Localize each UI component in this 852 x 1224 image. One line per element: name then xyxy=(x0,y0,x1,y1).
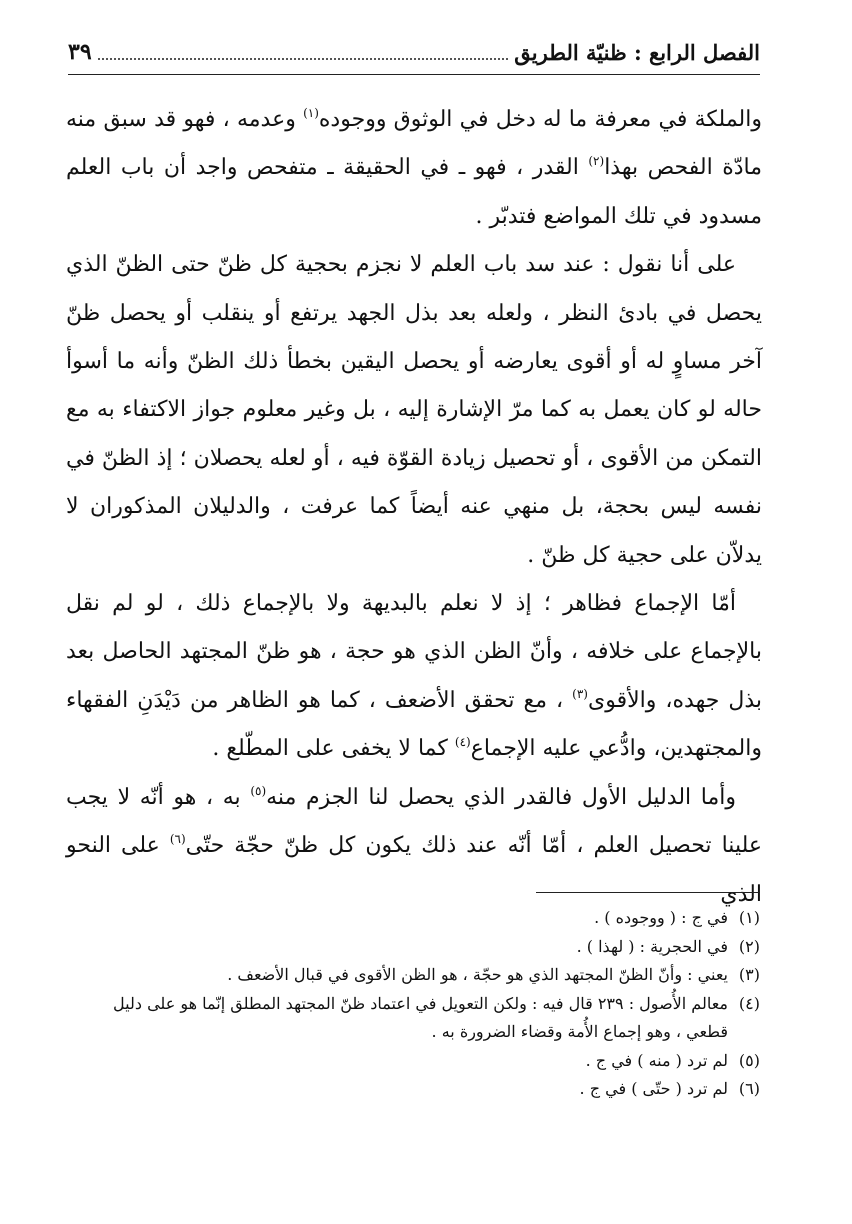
footnote-number: (٢) xyxy=(738,936,760,956)
footnote xyxy=(68,961,760,990)
footnote-text: معالم الأُصول : ٢٣٩ قال فيه : ولكن التعويل في اعتماد ظنّ المجتهد المطلق إنّما هو على دليل قطعي ، وهو إجماع الأُمة وقضاء الضرورة به . xyxy=(113,993,728,1041)
text-segment: على النحو الذي xyxy=(66,833,762,907)
paragraph xyxy=(66,96,762,241)
footnote-text: في الحجرية : ( لهذا ) . xyxy=(576,936,728,956)
text-segment: به ، هو أنّه لا يجب علينا تحصيل العلم ، أمّا أنّه عند ذلك يكون كل ظنّ حجّة حتّى xyxy=(66,784,762,859)
main-text xyxy=(66,96,762,919)
footnote xyxy=(68,990,760,1047)
footnote xyxy=(68,1075,760,1104)
footnote-ref: (٦) xyxy=(169,832,186,847)
footnote xyxy=(68,1047,760,1076)
text-segment: كما لا يخفى على المطّلع . xyxy=(212,736,455,762)
text-segment: القدر ، فهو ـ في الحقيقة ـ متفحص واجد أن باب العلم مسدود في تلك المواضع فتدبّر . xyxy=(66,155,762,229)
chapter-title: الفصل الرابع : ظنيّة الطريق xyxy=(514,39,760,65)
footnote-ref: (١) xyxy=(303,106,319,120)
paragraph xyxy=(66,774,762,919)
footnote-text: لم ترد ( منه ) في ج . xyxy=(585,1050,728,1070)
footnotes xyxy=(68,904,760,1104)
footnote-number: (٤) xyxy=(738,993,760,1013)
text-segment: وعدمه ، فهو قد سبق منه مادّة الفحص بهذا xyxy=(66,107,763,181)
footnote-number: (١) xyxy=(738,908,760,927)
running-header xyxy=(68,30,760,75)
text-segment: أمّا الإجماع فظاهر ؛ إذ لا نعلم بالبديهة ولا بالإجماع ذلك ، لو لم نقل بالإجماع على خلافه ، وأنّ الظن الذي هو حجة ، هو ظنّ المجتهد الحاصل بعد بذل جهده، والأقوى xyxy=(66,591,763,713)
text-segment: على أنا نقول : عند سد باب العلم لا نجزم بحجية كل ظنّ حتى الظنّ الذي يحصل في بادئ النظر ، ولعله بعد بذل الجهد يرتفع أو ينقلب أو يحصل ظنّ آخر مساوٍ له أو أقوى يعارضه أو يحصل اليقين بخطأ ذلك الظنّ وأنه ما أسوأ حاله لو كان يعمل به كما مرّ الإشارة إليه ، بل وغير معلوم جواز الاكتفاء به مع التمكن من الأقوى ، أو تحصيل زيادة القوّة فيه ، أو لعله يحصلان ؛ إذ الظنّ في نفسه ليس بحجة، بل منهي عنه أيضاً كما عرفت ، والدليلان المذكوران لا يدلاّن على حجية كل ظنّ . xyxy=(66,252,762,568)
text-segment: والملكة في معرفة ما له دخل في الوثوق ووجوده xyxy=(318,107,762,132)
footnote-ref: (٣) xyxy=(572,686,588,701)
paragraph xyxy=(66,580,762,774)
text-segment: ، مع تحقق الأضعف ، كما هو الظاهر من دَيْدَنِ الفقهاء والمجتهدين، وادُّعي عليه الإجماع xyxy=(66,687,762,762)
footnote-number: (٥) xyxy=(738,1050,760,1070)
footnote-ref: (٢) xyxy=(588,154,605,169)
footnote-text: لم ترد ( حتّى ) في ج . xyxy=(579,1079,728,1098)
paragraph xyxy=(66,241,762,580)
footnote xyxy=(68,933,760,962)
footnote-text: يعني : وأنّ الظنّ المجتهد الذي هو حجّة ، هو الظن الأقوى في قبال الأضعف . xyxy=(227,965,728,984)
footnote-number: (٦) xyxy=(738,1079,760,1098)
footnote-number: (٣) xyxy=(738,965,760,984)
footnote-separator xyxy=(536,892,760,893)
footnote xyxy=(68,904,760,933)
dot-leader xyxy=(98,58,509,60)
page-number: ٣٩ xyxy=(68,39,92,65)
footnote-ref: (٥) xyxy=(250,783,267,798)
text-segment: وأما الدليل الأول فالقدر الذي يحصل لنا الجزم منه xyxy=(266,784,736,810)
footnote-ref: (٤) xyxy=(454,735,471,750)
footnote-text: في ج : ( ووجوده ) . xyxy=(594,908,728,927)
